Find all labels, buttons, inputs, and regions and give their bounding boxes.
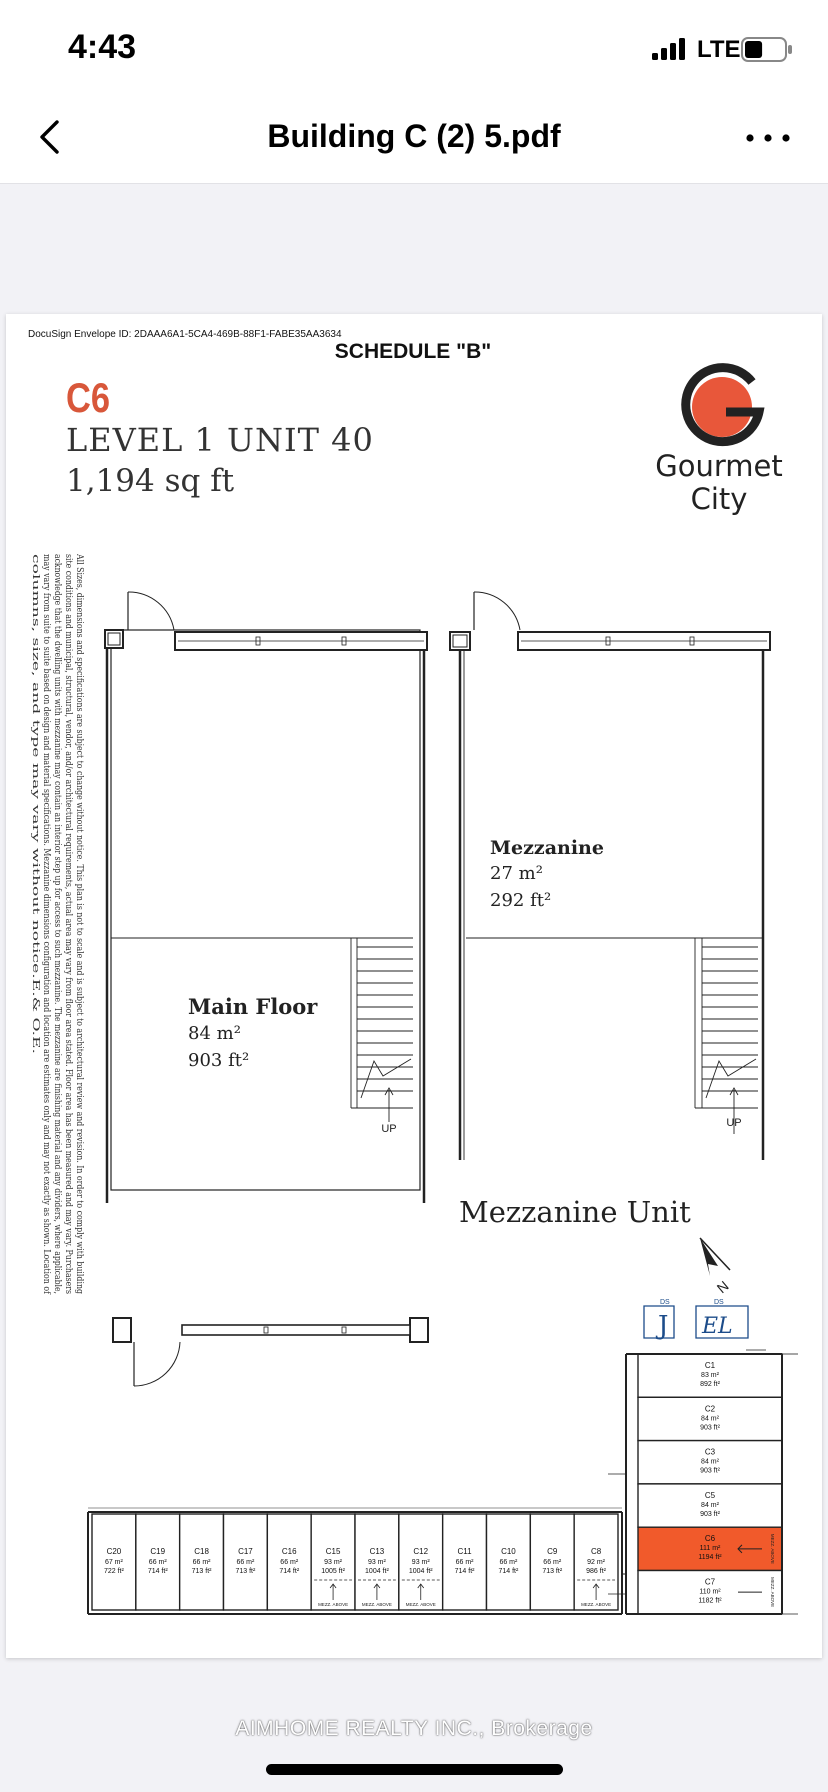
initial-mark: J	[658, 1311, 669, 1341]
key-plan-unit	[180, 1514, 224, 1610]
docusign-envelope-id: DocuSign Envelope ID: 2DAAA6A1-5CA4-469B-88F1-FABE35AA3634	[28, 329, 342, 340]
north-arrow-icon	[700, 1238, 732, 1296]
key-plan-unit	[638, 1571, 782, 1614]
key-plan-mezz-note: MEZZ. ABOVE	[770, 1577, 775, 1608]
initial-mark: EL	[702, 1314, 733, 1339]
main-floor-area-ft2: 903 ft²	[188, 1050, 250, 1071]
key-plan-unit-id: C3	[704, 1447, 716, 1457]
key-plan-unit	[574, 1514, 618, 1610]
key-plan-unit-m2: 84 m²	[701, 1501, 719, 1509]
key-plan-unit	[267, 1514, 311, 1610]
key-plan-unit-id: C17	[238, 1547, 253, 1556]
key-plan-unit-ft2: 713 ft²	[191, 1568, 212, 1575]
key-plan-unit-id: C12	[413, 1547, 429, 1556]
key-plan-mezz-note: MEZZ. ABOVE	[770, 1533, 775, 1564]
key-plan-unit-m2: 66 m²	[543, 1559, 562, 1566]
key-plan-unit-id: C1	[704, 1361, 716, 1370]
navigation-bar	[0, 90, 828, 184]
key-plan-unit-id: C11	[457, 1547, 472, 1556]
key-plan-unit-id: C5	[704, 1490, 716, 1500]
brand-line2: City	[690, 482, 748, 516]
key-plan-unit-m2: 66 m²	[455, 1559, 474, 1566]
key-plan-unit-id: C10	[501, 1547, 516, 1556]
key-plan-unit-m2: 84 m²	[701, 1415, 719, 1423]
key-plan-unit-id: C2	[704, 1404, 716, 1414]
key-plan-unit-m2: 66 m²	[280, 1559, 299, 1566]
key-plan-row	[92, 1514, 618, 1610]
key-plan-unit	[136, 1514, 180, 1610]
key-plan-unit-ft2: 714 ft²	[147, 1568, 168, 1575]
disclaimer-line: site conditions and municipal, structural, vendor, and/or architectural requirements, actual area may vary from floor area stated. Floor area has been measured and may vary. Purchasers	[63, 554, 74, 1443]
key-plan-unit-ft2: 722 ft²	[103, 1568, 124, 1575]
unit-code: C6	[66, 374, 111, 422]
key-plan-unit-id: C15	[325, 1547, 341, 1556]
status-time: 4:43	[68, 28, 137, 66]
key-plan-unit-ft2: 714 ft²	[498, 1568, 519, 1575]
unit-level: LEVEL 1 UNIT 40	[66, 421, 374, 459]
key-plan-unit-ft2: 713 ft²	[542, 1568, 563, 1575]
key-plan-mezz-note: MEZZ. ABOVE	[581, 1602, 612, 1607]
key-plan-unit-m2: 66 m²	[192, 1559, 211, 1566]
key-plan-unit	[638, 1527, 782, 1570]
key-plan-unit-id: C7	[704, 1577, 716, 1587]
brand-line1: Gourmet	[655, 449, 783, 483]
disclaimer-line: acknowledge that the dwelling units with mezzanine may contain an interior step up for access to such mezzanine. The mezzanine are finishing material and any dividers, where applicable,	[52, 554, 63, 1454]
initial-tag: DS	[714, 1299, 724, 1306]
more-horizontal-icon[interactable]	[740, 118, 796, 158]
key-plan-unit-id: C6	[704, 1534, 716, 1544]
key-plan-unit	[487, 1514, 531, 1610]
main-floor-label: Main Floor	[188, 994, 318, 1019]
key-plan-unit-ft2: 714 ft²	[279, 1568, 300, 1575]
disclaimer-line: columns, size, and type may vary without notice.E.& O.E.	[30, 554, 41, 828]
key-plan-unit	[399, 1514, 443, 1610]
key-plan-unit	[638, 1354, 782, 1397]
disclaimer-line: may vary from suite to suite based on design and material specifications. Mezzanine dimensions configuration and location are estimates only and may not exactly as shown. Location of	[41, 554, 52, 1437]
key-plan-unit-id: C16	[281, 1547, 297, 1556]
key-plan-unit-ft2: 903 ft²	[700, 1424, 720, 1432]
key-plan-unit-id: C20	[106, 1547, 122, 1556]
key-plan-unit-m2: 66 m²	[499, 1559, 518, 1566]
chevron-left-icon[interactable]	[30, 114, 74, 160]
key-plan-mezz-note: MEZZ. ABOVE	[405, 1602, 436, 1607]
key-plan-unit-id: C9	[547, 1547, 558, 1556]
key-plan-unit-ft2: 1005 ft²	[321, 1568, 345, 1575]
initial-tag: DS	[660, 1299, 670, 1306]
disclaimer-text	[30, 553, 85, 1454]
key-plan-unit-ft2: 714 ft²	[454, 1568, 475, 1575]
key-plan-mezz-note: MEZZ. ABOVE	[361, 1602, 392, 1607]
key-plan-unit-id: C18	[194, 1547, 209, 1556]
key-plan-unit-ft2: 1004 ft²	[365, 1568, 389, 1575]
north-label: N	[713, 1277, 732, 1297]
key-plan-unit-m2: 110 m²	[699, 1588, 721, 1596]
home-indicator[interactable]	[266, 1764, 563, 1775]
key-plan-unit	[443, 1514, 487, 1610]
key-plan-unit-ft2: 903 ft²	[700, 1510, 720, 1518]
brokerage-watermark: AIMHOME REALTY INC., Brokerage	[235, 1717, 593, 1740]
stair-up-label-mezz: UP	[726, 1117, 742, 1129]
signature-initials	[644, 1299, 748, 1341]
key-plan-unit	[355, 1514, 399, 1610]
key-plan-unit	[311, 1514, 355, 1610]
floor-plan-drawing	[6, 314, 822, 1658]
key-plan-unit-m2: 93 m²	[367, 1559, 386, 1566]
key-plan-unit-ft2: 1194 ft²	[698, 1554, 722, 1562]
status-bar	[0, 0, 828, 90]
key-plan-unit	[638, 1441, 782, 1484]
key-plan-unit-m2: 93 m²	[324, 1559, 343, 1566]
battery-icon	[741, 37, 793, 62]
schedule-heading: SCHEDULE "B"	[334, 340, 492, 363]
key-plan-unit-ft2: 713 ft²	[235, 1568, 256, 1575]
mezzanine-label: Mezzanine	[490, 837, 604, 859]
key-plan-unit-m2: 92 m²	[587, 1559, 606, 1566]
key-plan-unit-m2: 66 m²	[236, 1559, 255, 1566]
document-title: Building C (2) 5.pdf	[267, 118, 561, 154]
key-plan-unit-id: C8	[590, 1547, 602, 1556]
gourmet-city-logo	[655, 368, 782, 516]
stair-up-label-main: UP	[381, 1123, 397, 1135]
mezzanine-area-m2: 27 m²	[490, 863, 543, 884]
disclaimer-line: All Sizes, dimensions and specifications are subject to change without notice. This plan is not to scale and is subject to architectural review and revision. In order to comply with building	[74, 554, 85, 1441]
unit-type-label: Mezzanine Unit	[459, 1195, 691, 1229]
key-plan-unit-m2: 84 m²	[701, 1458, 719, 1466]
key-plan-unit-m2: 93 m²	[411, 1559, 430, 1566]
key-plan-unit-m2: 66 m²	[148, 1559, 167, 1566]
unit-area: 1,194 sq ft	[66, 463, 235, 499]
key-plan-unit-ft2: 1182 ft²	[698, 1597, 722, 1605]
key-plan-unit-ft2: 892 ft²	[700, 1381, 720, 1388]
key-plan-unit	[638, 1484, 782, 1527]
key-plan-unit	[92, 1514, 136, 1610]
key-plan-unit	[638, 1397, 782, 1440]
cellular-signal-icon	[652, 38, 686, 60]
key-plan-unit-id: C19	[150, 1547, 166, 1556]
key-plan-unit-m2: 111 m²	[699, 1545, 721, 1553]
main-floor-plan	[105, 592, 428, 1386]
key-plan	[88, 1350, 798, 1614]
key-plan-unit-ft2: 986 ft²	[586, 1568, 607, 1575]
key-plan-unit-ft2: 1004 ft²	[408, 1568, 433, 1575]
pdf-page	[6, 314, 822, 1658]
key-plan-mezz-note: MEZZ. ABOVE	[318, 1602, 349, 1607]
key-plan-unit	[224, 1514, 268, 1610]
network-type: LTE	[697, 36, 741, 63]
key-plan-unit-m2: 83 m²	[701, 1372, 719, 1379]
key-plan-unit-id: C13	[369, 1547, 385, 1556]
key-plan-unit	[530, 1514, 574, 1610]
key-plan-unit-ft2: 903 ft²	[700, 1467, 720, 1475]
key-plan-unit-m2: 67 m²	[104, 1559, 123, 1566]
key-plan-column	[638, 1354, 782, 1614]
mezzanine-area-ft2: 292 ft²	[490, 890, 552, 911]
main-floor-area-m2: 84 m²	[188, 1023, 241, 1044]
